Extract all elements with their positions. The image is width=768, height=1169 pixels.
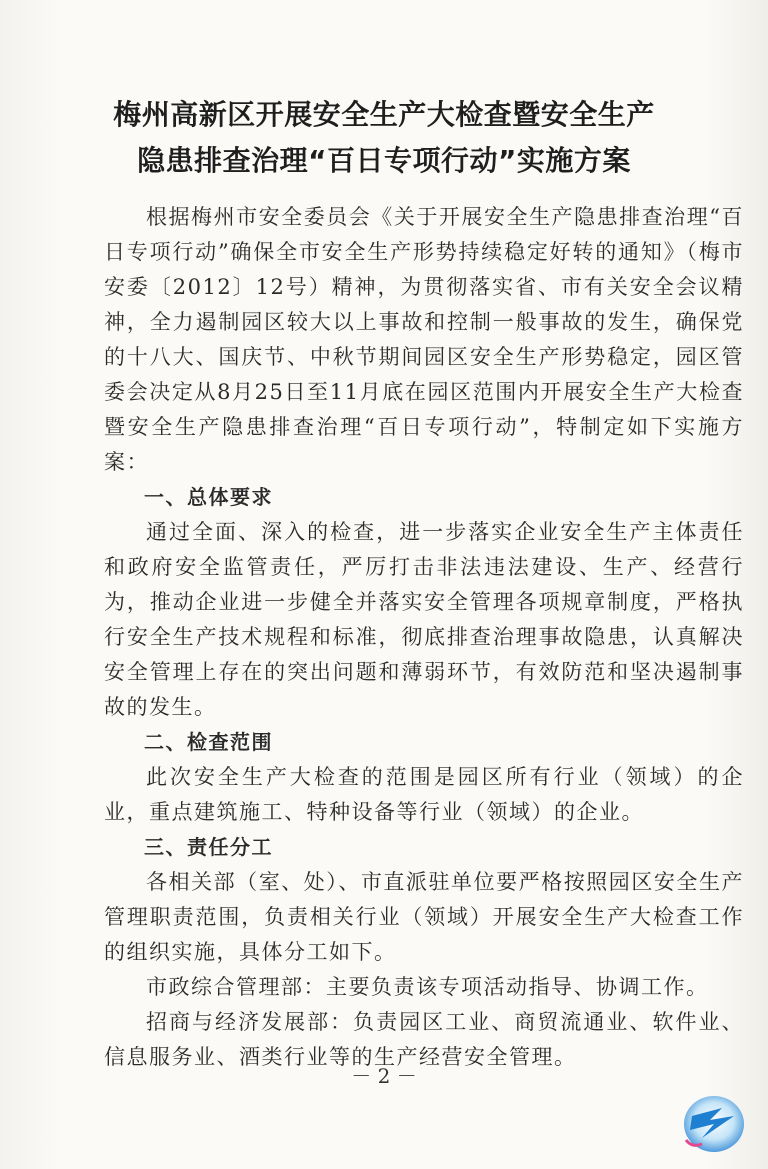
section-paragraph: 此次安全生产大检查的范围是园区所有行业（领域）的企业，重点建筑施工、特种设备等行业（领域）的企业。 bbox=[104, 765, 744, 824]
section-paragraph: 招商与经济发展部：负责园区工业、商贸流通业、软件业、信息服务业、酒类行业等的生产经营安全管理。 bbox=[104, 1010, 744, 1069]
intro-paragraph: 根据梅州市安全委员会《关于开展安全生产隐患排查治理“百日专项行动”确保全市安全生产形势持续稳定好转的通知》（梅市安委〔2012〕12号）精神，为贯彻落实省、市有关安全会议精神，全力遏制园区较大以上事故和控制一般事故的发生，确保党的十八大、国庆节、中秋节期间园区安全生产形势稳定，园区管委会决定从8月25日至11月底在园区范围内开展安全生产大检查暨安全生产隐患排查治理“百日专项行动”，特制定如下实施方案： bbox=[104, 205, 744, 474]
section-paragraph: 市政综合管理部：主要负责该专项活动指导、协调工作。 bbox=[146, 975, 709, 999]
section-paragraph: 通过全面、深入的检查，进一步落实企业安全生产主体责任和政府安全监管责任，严厉打击非法违法建设、生产、经营行为，推动企业进一步健全并落实安全管理各项规章制度，严格执行安全生产技术规程和标准，彻底排查治理事故隐患，认真解决安全管理上存在的突出问题和薄弱环节，有效防范和坚决遏制事故的发生。 bbox=[104, 520, 744, 719]
section-heading-scope: 二、检查范围 bbox=[144, 730, 273, 754]
title-line-1: 梅州高新区开展安全生产大检查暨安全生产 bbox=[113, 98, 655, 131]
section-paragraph: 各相关部（室、处）、市直派驻单位要严格按照园区安全生产管理职责范围，负责相关行业（领域）开展安全生产大检查工作的组织实施，具体分工如下。 bbox=[104, 870, 744, 964]
section-heading-general: 一、总体要求 bbox=[144, 485, 273, 509]
document-body bbox=[104, 200, 744, 1075]
page-number: － 2 － bbox=[351, 1064, 417, 1088]
section-heading-responsibility: 三、责任分工 bbox=[144, 835, 273, 859]
title-line-2: 隐患排查治理“百日专项行动”实施方案 bbox=[137, 144, 631, 177]
lightning-logo-icon bbox=[672, 1090, 752, 1160]
document-title bbox=[60, 92, 708, 184]
